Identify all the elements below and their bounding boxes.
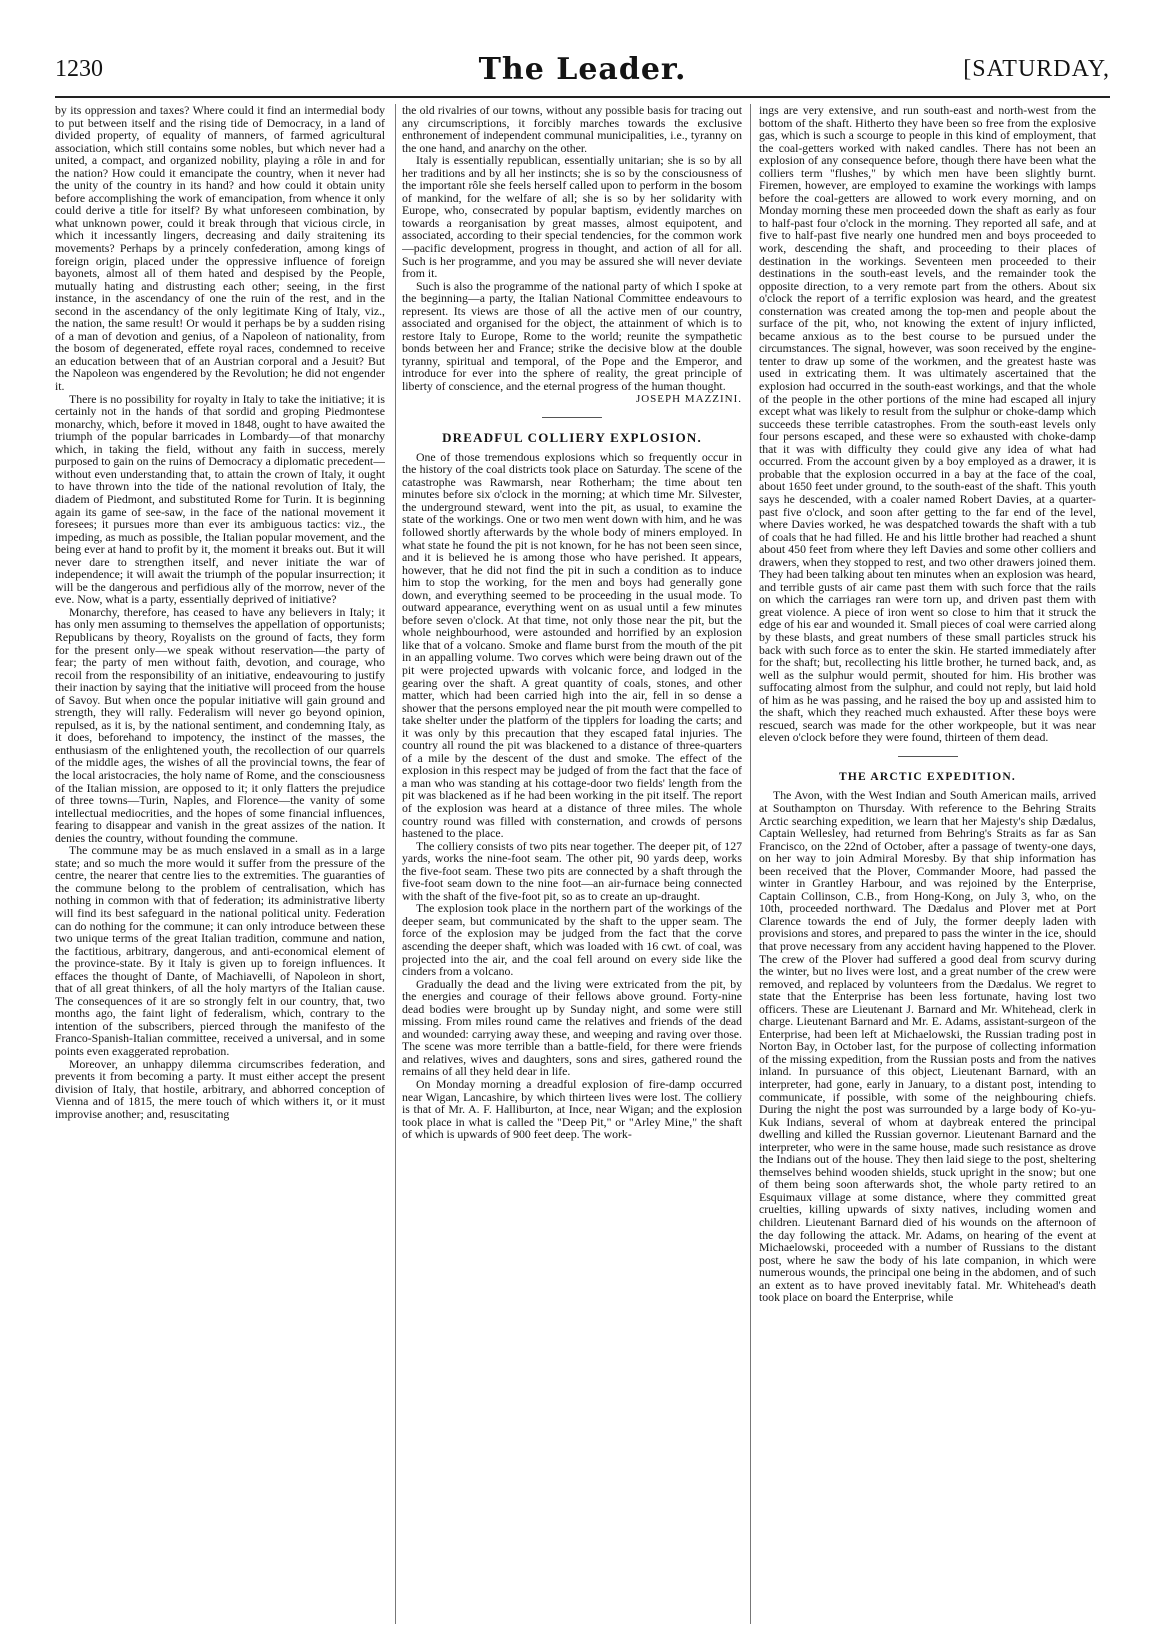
paragraph: The colliery consists of two pits near together. The deeper pit, of 127 yards, works the nine-foot seam. The other pit, 90 yards deep, works the five-foot seam. These two pits are connected by a shaft through the five-foot seam down to the nine foot—an air-furnace being connected with the shaft of the five-foot pit, so as to create an up-draught.: [402, 838, 742, 903]
column-3: [759, 104, 1096, 1624]
paragraph: ings are very extensive, and run south-east and north-west from the bottom of the shaft. Hitherto they have been so free from the explosive gas, which is such a scourge to people in this kind of employment, that the coal-getters worked with naked candles. There has not been an explosion of any consequence before, though there have been what the colliers term "flushes," by which men have been slightly burnt. Firemen, however, are employed to examine the workings with lamps before the coal-getters are allowed to work every morning, and on Monday morning these men proceeded down the shaft as early as four to half-past four o'clock in the morning. They reported all safe, and at five to half-past five nearly one hundred men and boys proceeded to work, descending the shaft, and proceeding to their places of destination in the workings. Seventeen men proceeded to their destinations in the south-east levels, and the remainder took the opposite direction, to a very remote part from the others. About six o'clock the report of a terrific explosion was heard, and the greatest consternation was created among the top-men and people about the surface of the pit, who, not knowing the extent of injury inflicted, became anxious as to the best course to be pursued under the circumstances. The signal, however, was soon received by the engine-tenter to draw up some of the workmen, and the greatest haste was used in extricating them. It was ultimately ascertained that the explosion had occurred in the south-east workings, and that the whole of the people in the other portions of the mine had escaped all injury except what was likely to result from the sulphur or choke-damp which succeeds these terrible catastrophes. From the south-east levels only four persons escaped, and these were so exhausted with choke-damp that it was with difficulty they could give any idea of what had occurred. From the account given by a boy employed as a drawer, it is probable that the explosion occurred in a bay at the face of the coal, about 1650 feet under ground, to the south-east of the shaft. This youth says he descended, with a coaler named Robert Davies, at a quarter-past five o'clock, and soon after getting to the far end of the level, where Davies worked, he was despatched towards the shaft with a tub of coals that he had filled. He and his little brother had reached a shunt about 450 feet from where they left Davies and some other colliers and drawers, when they stopped to rest, and two other drawers joined them. They had been talking about ten minutes when an explosion was heard, and terrible gusts of air came past them with such force that the rails on which the carriages ran were torn up, and driven past them with great violence. A piece of iron went so close to him that it struck the edge of his ear and wounded it. Small pieces of coal were carried along by these blasts, and great numbers of these small particles struck his back with such force as to enter the skin. He started immediately after for the shaft; but, recollecting his little brother, he turned back, and, as well as the sulphur would permit, shouted for him. His brother was suffocating almost from the sulphur, and could not reply, but laid hold of him as he was passing, and he raised the boy up and assisted him to the shaft, which they reached much exhausted. After these boys were rescued, search was made for the other workpeople, but it was near eleven o'clock before they were found, thirteen of them dead.: [759, 104, 1096, 745]
article-separator: [898, 756, 958, 757]
article-signature: JOSEPH MAZZINI.: [635, 392, 742, 405]
article-headline: DREADFUL COLLIERY EXPLOSION.: [442, 430, 702, 446]
masthead-title: The Leader.: [478, 52, 687, 87]
column-1: [55, 104, 385, 1624]
article-separator: [542, 417, 602, 418]
paragraph: Gradually the dead and the living were extricated from the pit, by the energies and courage of their fellows above ground. Forty-nine dead bodies were brought up by Sunday night, and some were still missing. From miles round came the relatives and friends of the dead and wounded: carrying away these, and weeping and raving over those. The scene was more terrible than a battle-field, for there were friends and relatives, wives and daughters, sons and sires, gathered round the remains of all they held dear in life.: [402, 976, 742, 1079]
paragraph: The Avon, with the West Indian and South American mails, arrived at Southampton on Thursday. With reference to the Behring Straits Arctic searching expedition, we learn that her Majesty's ship Dædalus, Captain Wellesley, had returned from Behring's Straits as far as San Francisco, on the 22nd of October, after a passage of twenty-one days, on her way to join Admiral Moresby. By that ship information has been received that the Plover, Commander Moore, had passed the winter in Grantley Harbour, and was rejoined by the Enterprise, Captain Collinson, C.B., from Hong-Kong, on July 3, who, on the 10th, proceeded northward. The Dædalus and Plover met at Port Clarence towards the end of July, the former deeply laden with provisions and stores, and prepared to pass the winter in the ice, should that prove necessary from any accident having happened to the Plover. The crew of the Plover had suffered a good deal from scurvy during the winter, but no lives were lost, and a great number of the crew were removed, and replaced by volunteers from the Dædalus. We regret to state that the Enterprise has been less fortunate, having lost two officers. These are Lieutenant J. Barnard and Mr. Whitehead, clerk in charge. Lieutenant Barnard and Mr. E. Adams, assistant-surgeon of the Enterprise, had been left at Michaelowski, the Russian trading post in Norton Bay, in October last, for the purpose of collecting information of the missing expedition, from the Russian posts and from the natives inland. In pursuance of this object, Lieutenant Barnard, with an interpreter, had gone, early in January, to a distant post, intending to communicate, if possible, with some of the neighbouring chiefs. During the night the post was surrounded by a large body of Ko-yu-Kuk Indians, several of whom at daybreak entered the principal dwelling and killed the Russian governor. Lieutenant Barnard and the interpreter, who were in the same house, made such resistance as drove the Indians out of the house. They then laid siege to the post, sheltering themselves behind wooden shields, stuck upright in the snow; but one of them being soon afterwards shot, the whole party retired to an Esquimaux village at some distance, where they committed great cruelties, killing upwards of sixty natives, including women and children. Lieutenant Barnard died of his wounds on the afternoon of the day following the attack. Mr. Adams, on hearing of the event at Michaelowski, proceeded with a number of Russians to the distant post, where he saw the body of his late companion, in which were numerous wounds, the principal one being in the abdomen, and of such an extent as to have proved inevitably fatal. Mr. Whitehead's death took place on board the Enterprise, while: [759, 788, 1096, 1305]
page-number: 1230: [55, 56, 103, 82]
paragraph: The commune may be as much enslaved in a small as in a large state; and so much the more would it suffer from the pressure of the centre, the nearer that centre lies to the extremities. The guaranties of the commune belong to the problem of centralisation, which has nothing in common with that of federation; its administrative liberty will find its best safeguard in the national political unity. Federation can do nothing for the commune; it can only introduce between these two unique terms of the great Italian tradition, commune and nation, the factitious, arbitrary, dangerous, and anti-economical element of the province-state. By it Italy is given up to foreign influences. It effaces the thought of Dante, of Machiavelli, of Napoleon in short, that of all great thinkers, of all the holy martyrs of the Italian cause. The consequences of it are so strongly felt in our country, that, two months ago, the faint light of federalism, which, contrary to the intention of the subscribers, pierced through the manifesto of the Franco-Spanish-Italian committee, received a universal, and in some points even exaggerated reprobation.: [55, 843, 385, 1059]
paragraph: Monarchy, therefore, has ceased to have any believers in Italy; it has only men assuming to themselves the appellation of opportunists; Republicans by theory, Royalists on the ground of facts, they form for the present only—we speak without reservation—the party of fear; the party of men without faith, devotion, and courage, who recoil from the responsibility of an initiative, endeavouring to justify their inaction by saying that the initiative will proceed from the house of Savoy. But when once the popular initiative will gain ground and strength, they will rally. Federalism will never go beyond opinion, repulsed, as it is, by the national sentiment, and condemning Italy, as it does, beforehand to impotency, the instinct of the masses, the enthusiasm of the enlightened youth, the recollection of our quarrels of the middle ages, the wishes of all the provincial towns, the fear of the local aristocracies, the holy name of Rome, and the consciousness of the Italian mission, are opposed to it; it only flatters the prejudice of three towns—Turin, Naples, and Florence—the vanity of some intellectual mediocrities, and the hopes of some financial influences, fearing to disappear and vanish in the great assizes of the nation. It denies the country, without founding the commune.: [55, 604, 385, 845]
paragraph: One of those tremendous explosions which so frequently occur in the history of the coal districts took place on Saturday. The scene of the catastrophe was Rawmarsh, near Rotherham; the time about ten minutes before six o'clock in the morning; at which time Mr. Silvester, the underground steward, went into the pit, as usual, to examine the state of the workings. One or two men went down with him, and he was followed shortly afterwards by the whole body of miners employed. In what state he found the pit is not known, for he has not been seen since, and it is believed he is among those who have perished. It appears, however, that he did not find the pit in such a condition as to induce him to stop the working, for the men and boys had generally gone down, and everything seemed to be proceeding in the usual mode. To outward appearance, everything went on as usual until a few minutes before seven o'clock. At that time, not only those near the pit, but the whole neighbourhood, were astounded and horrified by an explosion like that of a volcano. Smoke and flame burst from the mouth of the pit in an appalling volume. Two corves which were being drawn out of the pit were projected upwards with volcanic force, and lodged in the gearing over the shaft. A great quantity of coals, stones, and other matter, which had been carried high into the air, fell in so dense a shower that the persons employed near the pit mouth were compelled to take shelter under the platform of the tipplers for loading the carts; and it was only by this precaution that they escaped fatal injuries. The country all round the pit was blackened to a distance of three-quarters of a mile by the descent of the dust and smoke. The effect of the explosion in this respect may be judged of from the fact that the face of a man who was standing at his cottage-door two fields' length from the pit was blackened as if he had been working in the pit itself. The report of the explosion was heard at a distance of three miles. The whole country round was filled with consternation, and crowds of persons hastened to the place.: [402, 449, 742, 841]
article-headline: THE ARCTIC EXPEDITION.: [839, 770, 1016, 783]
paragraph: by its oppression and taxes? Where could it find an intermedial body to put between itself and the rising tide of Democracy, in a land of divided property, of equality of manners, of farmed agricultural association, which still contains some nobles, but which never had a united, a compact, and organized nobility, playing a rôle in and for the nation? How could it emancipate the country, when it never had the unity of the country in its hand? and how could it obtain unity before accomplishing the work of emancipation, from whence it only could derive a title for itself? By what unforeseen combination, by what unknown power, could it break through that vicious circle, in which it incessantly lingers, decreasing and daily straitening its movements? Perhaps by a princely confederation, among kings of foreign origin, placed under the oppressive influence of foreign bayonets, almost all of them hated and despised by the People, mutually hating and distrusting each other; seeing, in the first instance, in the ascendancy of one the ruin of the rest, and in the second in the ascendancy of the only legitimate King of Italy, viz., the nation, the same result! Or would it perhaps be by a sudden rising of a man of devotion and genius, of a Napoleon of nationality, from the bosom of degenerated, effete royal races, condemned to receive an education between that of an Austrian corporal and a Jesuit? But the Napoleon was engendered by the Revolution; he did not engender it.: [55, 104, 385, 394]
paragraph: Such is also the programme of the national party of which I spoke at the beginning—a party, the Italian National Committee endeavours to represent. Its views are those of all the active men of our country, associated and organised for the object, the attainment of which is to restore Italy to Europe, Rome to the world; reunite the sympathetic bonds between her and France; strike the decisive blow at the double tyranny, spiritual and temporal, of the Pope and the Emperor, and introduce for ever into the sphere of reality, the great principle of liberty of conscience, and the eternal progress of the human thought.: [402, 278, 742, 394]
column-rule: [750, 104, 751, 1624]
page-header: [55, 50, 1110, 98]
paragraph: There is no possibility for royalty in Italy to take the initiative; it is certainly not in the hands of that sordid and groping Piedmontese monarchy, which, before it moved in 1848, ought to have awaited the triumph of the popular barricades in Lombardy—of that monarchy which, in taking the field, without any faith in success, merely purposed to gain on the ruins of Democracy a diplomatic precedent—without even understanding that, to attain the crown of Italy, it ought to have thrown into the tide of the national revolution of Italy, the diadem of Piedmont, and substituted Rome for Turin. It is beginning again its game of see-saw, in the face of the national movement it foresees; it pursues more than ever its ambiguous tactics: viz., the impeding, as much as possible, the Italian popular movement, and the being ever at hand to profit by it, the moment it breaks out. But it will never dare to strengthen itself, and never initiate the war of independence; it will await the triumph of the popular insurrection; it will be the dangerous and perfidious ally of the morrow, never of the eve. Now, what is a party, essentially deprived of initiative?: [55, 391, 385, 607]
paragraph: The explosion took place in the northern part of the workings of the deeper seam, but communicated by the shaft to the upper seam. The force of the explosion may be judged from the fact that the corve ascending the deeper shaft, which was loaded with 16 cwt. of coal, was projected into the air, and the coal fell around on every side like the cinders from a volcano.: [402, 901, 742, 979]
paragraph: Moreover, an unhappy dilemma circumscribes federation, and prevents it from becoming a party. It must either accept the present division of Italy, that hostile, arbitrary, and abhorred conception of Vienna and of 1815, the mere touch of which withers it, or it must improvise another; and, resuscitating: [55, 1056, 385, 1121]
column-2: [402, 104, 742, 1624]
paragraph: Italy is essentially republican, essentially unitarian; she is so by all her traditions and by all her instincts; she is so by the consciousness of the important rôle she feels herself called upon to perform in the bosom of mankind, for the welfare of all; she is so by her solidarity with Europe, who, consecrated by popular baptism, evidently marches on towards a reorganisation by great masses, almost equipotent, and associated, according to their special tendencies, for the common work—pacific development, progress in thought, and action of all for all. Such is her programme, and you may be assured she will never deviate from it.: [402, 153, 742, 281]
column-rule: [395, 104, 396, 1624]
issue-day: [SATURDAY,: [963, 56, 1110, 82]
paragraph: the old rivalries of our towns, without any possible basis for tracing out any circumscriptions, it forcibly marches towards the exclusive enthronement of independent communal municipalities, i.e., tyranny on the one hand, and anarchy on the other.: [402, 104, 742, 155]
paragraph: On Monday morning a dreadful explosion of fire-damp occurred near Wigan, Lancashire, by which thirteen lives were lost. The colliery is that of Mr. A. F. Halliburton, at Ince, near Wigan; and the explosion took place in what is called the "Deep Pit," or "Arley Mine," the shaft of which is upwards of 900 feet deep. The work-: [402, 1077, 742, 1142]
